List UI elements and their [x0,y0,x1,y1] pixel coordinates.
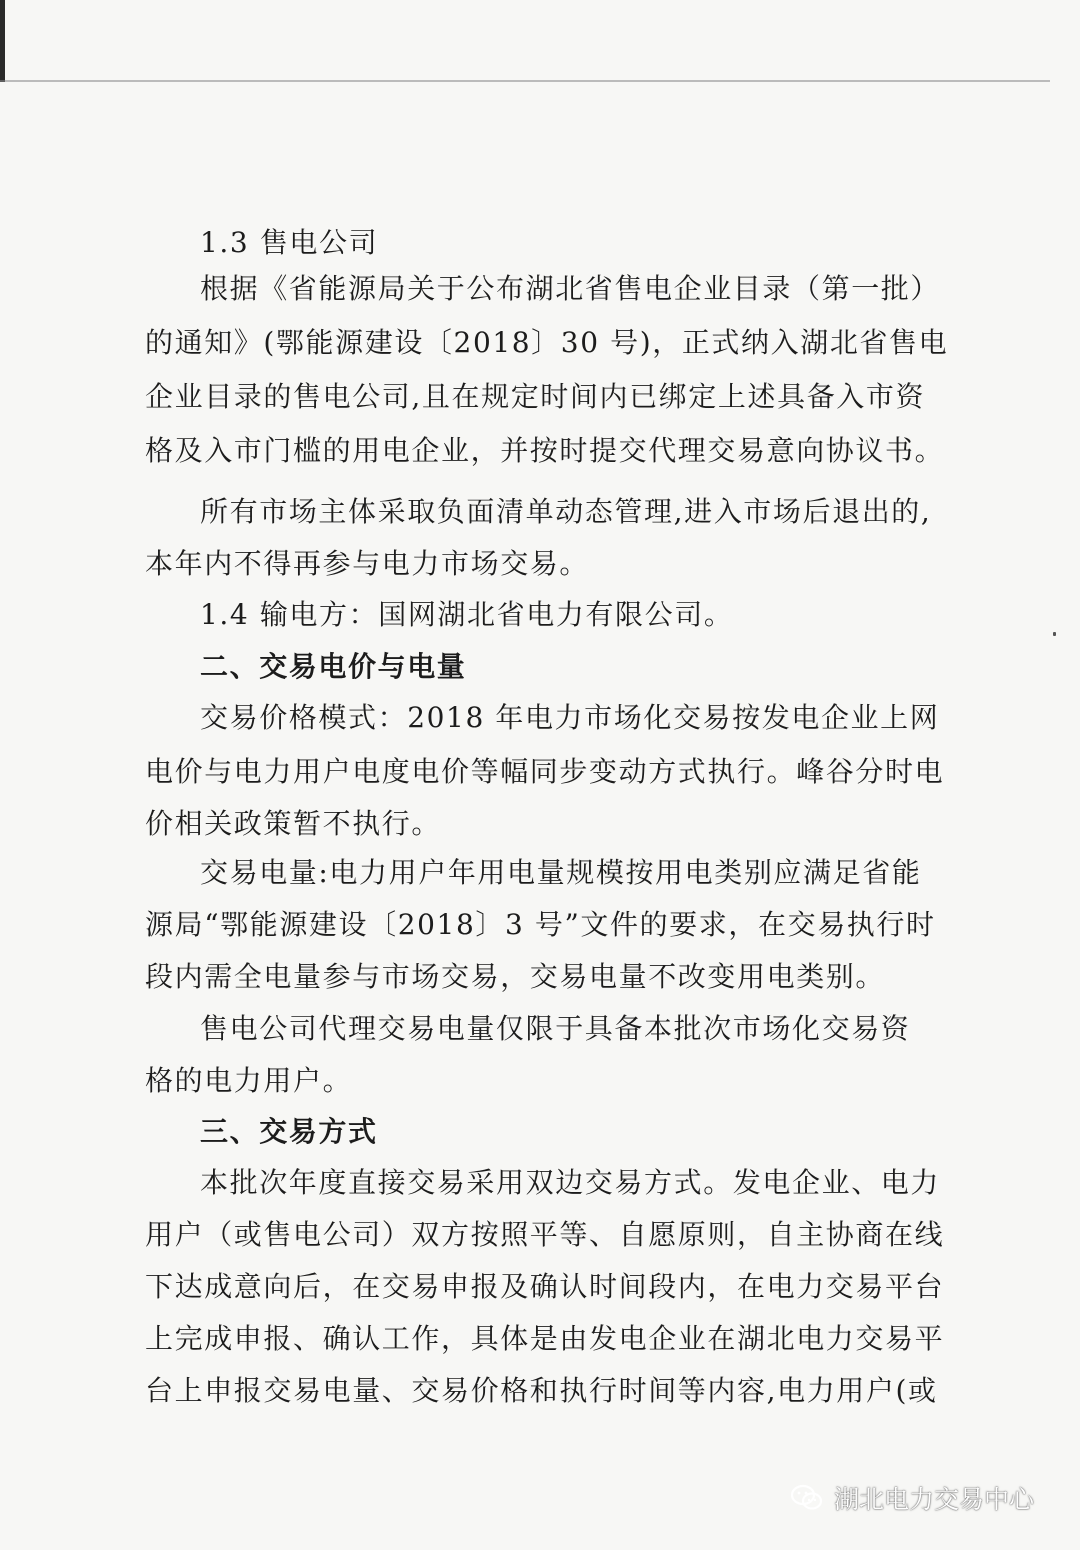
paragraph-line: 价相关政策暂不执行。 [145,807,442,840]
paragraph-line: 格及入市门槛的用电企业，并按时提交代理交易意向协议书。 [145,434,945,467]
watermark [790,1478,1034,1518]
paragraph-line: 下达成意向后，在交易申报及确认时间段内，在电力交易平台 [145,1270,945,1303]
paragraph-line: 交易价格模式：2018 年电力市场化交易按发电企业上网 [200,701,940,734]
paragraph-line: 所有市场主体采取负面清单动态管理,进入市场后退出的, [200,495,932,528]
paragraph-line: 本年内不得再参与电力市场交易。 [145,547,590,580]
watermark-text: 湖北电力交易中心 [834,1485,1035,1514]
section-1-3-title: 1.3 售电公司 [200,226,379,259]
paragraph-line: 售电公司代理交易电量仅限于具备本批次市场化交易资 [200,1012,911,1045]
section-1-4: 1.4 输电方：国网湖北省电力有限公司。 [200,598,734,631]
paragraph-line: 上完成申报、确认工作，具体是由发电企业在湖北电力交易平 [145,1322,945,1355]
paragraph-line: 电价与电力用户电度电价等幅同步变动方式执行。峰谷分时电 [145,755,945,788]
paragraph-line: 交易电量:电力用户年用电量规模按用电类别应满足省能 [200,856,922,889]
paragraph-line: 段内需全电量参与市场交易，交易电量不改变用电类别。 [145,960,886,993]
heading-trading-method: 三、交易方式 [200,1115,378,1148]
paragraph-line: 根据《省能源局关于公布湖北省售电企业目录（第一批） [200,272,941,305]
paragraph-line: 本批次年度直接交易采用双边交易方式。发电企业、电力 [200,1166,941,1199]
scan-speck [1053,632,1056,636]
paragraph-line: 企业目录的售电公司,且在规定时间内已绑定上述具备入市资 [145,380,926,413]
heading-price-and-volume: 二、交易电价与电量 [200,650,467,683]
paragraph-line: 格的电力用户。 [145,1064,353,1097]
paragraph-line: 的通知》(鄂能源建设〔2018〕30 号)，正式纳入湖北省售电 [145,326,949,359]
paragraph-line: 用户（或售电公司）双方按照平等、自愿原则，自主协商在线 [145,1218,945,1251]
wechat-icon [790,1483,824,1513]
paragraph-line: 台上申报交易电量、交易价格和执行时间等内容,电力用户(或 [145,1374,938,1407]
paragraph-line: 源局“鄂能源建设〔2018〕3 号”文件的要求，在交易执行时 [145,908,936,941]
